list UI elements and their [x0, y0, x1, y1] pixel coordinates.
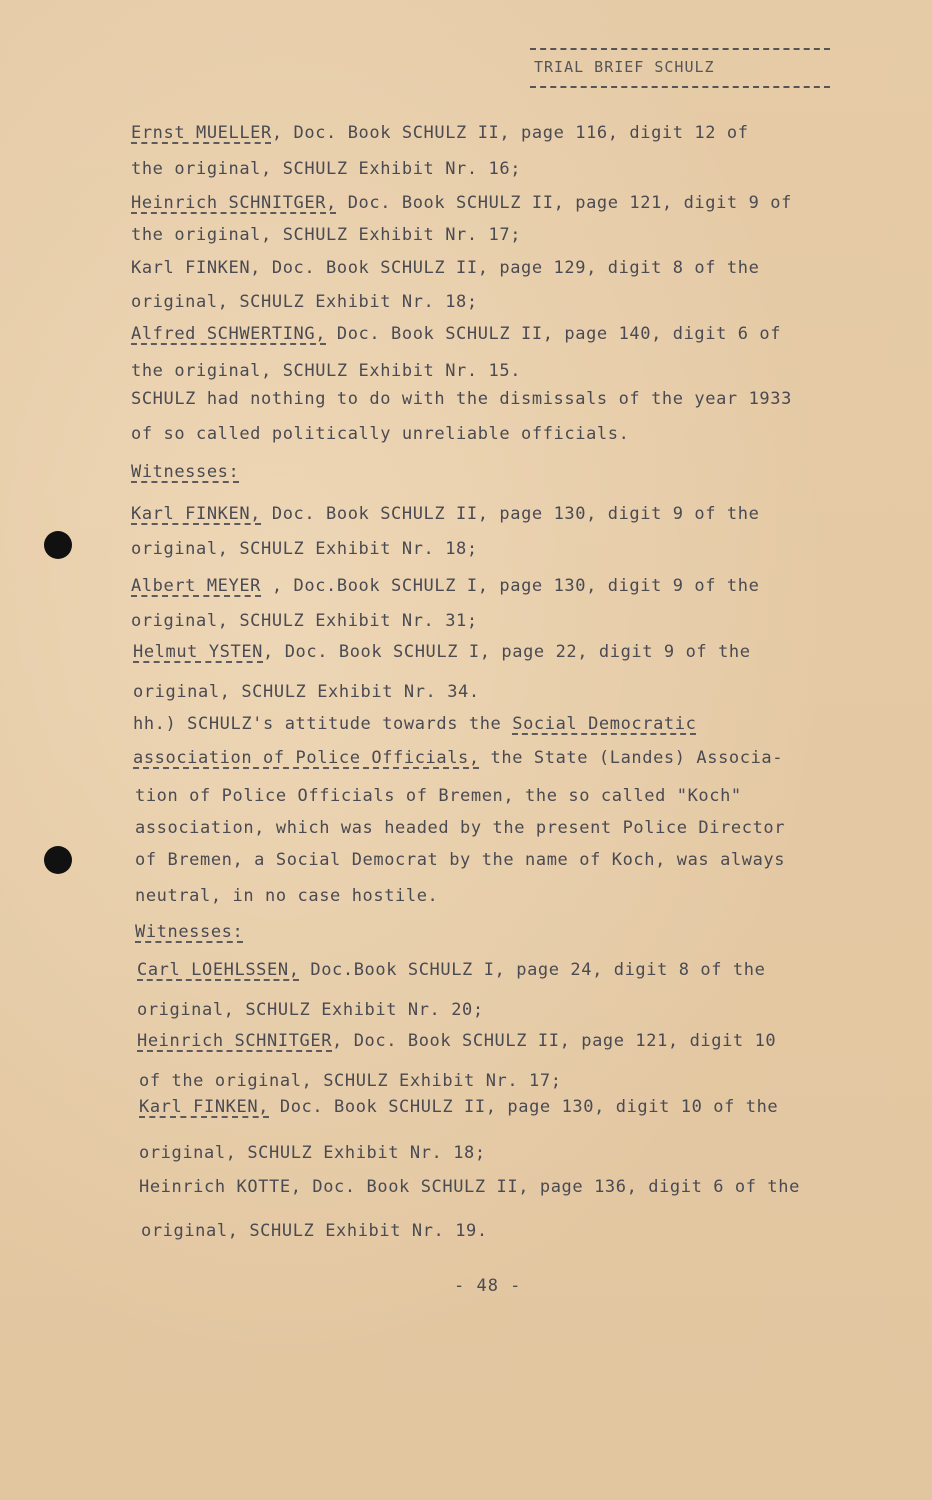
underlined-text: Witnesses: [135, 922, 244, 942]
line-text: Doc.Book SCHULZ I, page 24, digit 8 of the [299, 960, 766, 980]
karl-line-2 [131, 292, 478, 312]
carl-line-2 [137, 1000, 484, 1020]
line-text: the original, SCHULZ Exhibit Nr. 17; [131, 225, 522, 245]
heinrich2-line-2 [139, 1071, 562, 1091]
line-text: original, SCHULZ Exhibit Nr. 20; [137, 1000, 484, 1020]
underlined-text: Alfred SCHWERTING, [131, 324, 327, 344]
hh-line-2 [133, 748, 783, 768]
underlined-text: Heinrich SCHNITGER [137, 1031, 333, 1051]
hh-line-1 [133, 714, 696, 734]
underlined-text: Ernst MUELLER [131, 123, 272, 143]
line-text: Doc. Book SCHULZ II, page 140, digit 6 of [326, 324, 782, 344]
underlined-text: Heinrich SCHNITGER, [131, 193, 337, 213]
hh-line-5 [135, 850, 785, 870]
line-text: Doc. Book SCHULZ II, page 130, digit 10 of the [269, 1097, 779, 1117]
header-bottom-rule [530, 86, 830, 88]
underlined-text: Carl LOEHLSSEN, [137, 960, 300, 980]
line-text: Heinrich KOTTE, Doc. Book SCHULZ II, page 136, digit 6 of the [139, 1177, 800, 1197]
line-text: original, SCHULZ Exhibit Nr. 34. [133, 682, 480, 702]
karl2-line-1 [131, 504, 759, 524]
heinrich-line-2 [131, 225, 521, 245]
line-text: of the original, SCHULZ Exhibit Nr. 17; [139, 1071, 562, 1091]
statement-line-1 [131, 389, 792, 409]
karl2-line-2 [131, 539, 478, 559]
hh-line-3 [135, 786, 742, 806]
underlined-text: Social Democratic [512, 714, 697, 734]
carl-line-1 [137, 960, 765, 980]
alfred-line-2 [131, 361, 521, 381]
heinrich2-line-1 [137, 1031, 776, 1051]
ernst-line-2 [131, 159, 521, 179]
heinrich3-line-1 [139, 1177, 800, 1197]
header-top-rule [530, 48, 830, 50]
line-text: original, SCHULZ Exhibit Nr. 18; [131, 539, 478, 559]
line-text: association, which was headed by the present Police Director [135, 818, 786, 838]
hh-line-6 [135, 886, 438, 906]
underlined-text: Karl FINKEN, [131, 504, 262, 524]
underlined-text: Karl FINKEN, [139, 1097, 270, 1117]
underlined-text: Witnesses: [131, 462, 240, 482]
punch-hole-bottom [44, 846, 72, 874]
witnesses-heading-2 [135, 922, 243, 942]
line-text: , Doc.Book SCHULZ I, page 130, digit 9 of the [261, 576, 760, 596]
line-text: of so called politically unreliable officials. [131, 424, 630, 444]
heinrich3-line-2 [141, 1221, 488, 1241]
karl3-line-2 [139, 1143, 486, 1163]
underlined-text: Helmut YSTEN [133, 642, 264, 662]
punch-hole-top [44, 531, 72, 559]
line-text: original, SCHULZ Exhibit Nr. 18; [139, 1143, 486, 1163]
line-text: SCHULZ had nothing to do with the dismissals of the year 1933 [131, 389, 792, 409]
page-number: - 48 - [454, 1276, 522, 1296]
line-text: original, SCHULZ Exhibit Nr. 19. [141, 1221, 488, 1241]
line-text: tion of Police Officials of Bremen, the so called "Koch" [135, 786, 742, 806]
hh-line-4 [135, 818, 785, 838]
line-text: the original, SCHULZ Exhibit Nr. 15. [131, 361, 522, 381]
karl-line-1 [131, 258, 759, 278]
heinrich-line-1 [131, 193, 792, 213]
helmut-line-2 [133, 682, 480, 702]
underlined-text: association of Police Officials, [133, 748, 480, 768]
line-text: , Doc. Book SCHULZ II, page 116, digit 12 of [271, 123, 749, 143]
line-text: Karl FINKEN, Doc. Book SCHULZ II, page 129, digit 8 of the [131, 258, 760, 278]
statement-line-2 [131, 424, 629, 444]
page-header [530, 48, 836, 88]
line-text: neutral, in no case hostile. [135, 886, 439, 906]
alfred-line-1 [131, 324, 781, 344]
line-text: hh.) SCHULZ's attitude towards the [133, 714, 513, 734]
line-text: Doc. Book SCHULZ II, page 130, digit 9 of the [261, 504, 760, 524]
header-title: TRIAL BRIEF SCHULZ [534, 58, 715, 76]
underlined-text: Albert MEYER [131, 576, 262, 596]
ernst-line-1 [131, 123, 749, 143]
line-text: the State (Landes) Associa- [479, 748, 784, 768]
line-text: original, SCHULZ Exhibit Nr. 31; [131, 611, 478, 631]
witnesses-heading-1 [131, 462, 239, 482]
helmut-line-1 [133, 642, 751, 662]
karl3-line-1 [139, 1097, 778, 1117]
line-text: , Doc. Book SCHULZ I, page 22, digit 9 of the [263, 642, 751, 662]
line-text: of Bremen, a Social Democrat by the name of Koch, was always [135, 850, 786, 870]
albert-line-1 [131, 576, 759, 596]
line-text: the original, SCHULZ Exhibit Nr. 16; [131, 159, 522, 179]
line-text: Doc. Book SCHULZ II, page 121, digit 9 of [336, 193, 792, 213]
albert-line-2 [131, 611, 478, 631]
line-text: , Doc. Book SCHULZ II, page 121, digit 10 [332, 1031, 777, 1051]
line-text: original, SCHULZ Exhibit Nr. 18; [131, 292, 478, 312]
